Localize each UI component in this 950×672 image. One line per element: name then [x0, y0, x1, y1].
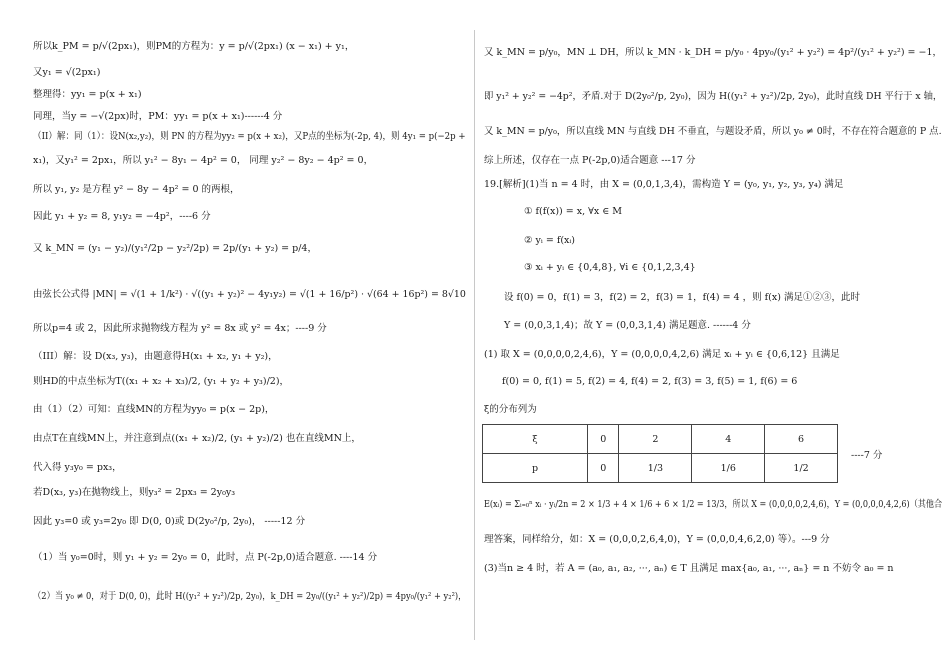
- table-cell: 2: [619, 425, 692, 454]
- table-cell: 1/2: [765, 454, 838, 483]
- text-line: x₁)，又y₁² = 2px₁，所以 y₁² − 8y₁ − 4p² = 0， 同理 y₂² − 8y₂ − 4p² = 0，: [33, 155, 374, 166]
- table-cell: 0: [588, 454, 619, 483]
- condition-item: ① f(f(x)) = x, ∀x ∈ M: [524, 206, 623, 217]
- column-divider: [474, 30, 475, 640]
- text-line: 又y₁ = √(2px₁): [33, 67, 101, 78]
- table-cell: 0: [588, 425, 619, 454]
- text-line: (3)当n ≥ 4 时，若 A = (a₀, a₁, a₂, ···, aₙ) ∈ T 且满足 max{a₀, a₁, ···, aₙ} = n 不妨令 a₀ = n: [484, 563, 894, 574]
- text-line: （II）解：同（1）：设N(x₂,y₂)，则 PN 的方程为yy₂ = p(x + x₂)，又P点的坐标为(-2p, 4)，则 4y₁ = p(−2p +: [33, 131, 466, 142]
- table-cell: ξ: [483, 425, 588, 454]
- text-line: ξ的分布列为: [484, 404, 537, 415]
- table-cell: 4: [692, 425, 765, 454]
- distribution-table: [482, 424, 838, 483]
- text-line: 综上所述，仅存在一点 P(-2p,0)适合题意 ---17 分: [484, 155, 696, 166]
- text-line: 又 k_MN = (y₁ − y₂)/(y₁²/2p − y₂²/2p) = 2p/(y₁ + y₂) = p/4，: [33, 243, 317, 254]
- condition-item: ② yᵢ = f(xᵢ): [524, 235, 576, 246]
- text-line: 代入得 y₃y₀ = px₃，: [33, 462, 122, 473]
- condition-item: ③ xᵢ + yᵢ ∈ {0,4,8}, ∀i ∈ {0,1,2,3,4}: [524, 262, 696, 273]
- table-cell: 1/3: [619, 454, 692, 483]
- text-line: 理答案，同样给分，如：X = (0,0,0,2,6,4,0)，Y = (0,0,0,4,6,2,0) 等）。---9 分: [484, 534, 830, 545]
- table-row: [483, 454, 838, 483]
- score-note: ----7 分: [851, 450, 883, 461]
- text-line: 则HD的中点坐标为T((x₁ + x₂ + x₃)/2, (y₁ + y₂ + y₃)/2)，: [33, 376, 290, 387]
- text-line: （2）当 y₀ ≠ 0，对于 D(0, 0)，此时 H((y₁² + y₂²)/2p, 2y₀)，k_DH = 2y₀/((y₁² + y₂²)/2p) = 4py₀/(y₁² + y₂²)，: [33, 591, 467, 602]
- text-line: 同理，当y = −√(2px)时，PM：yy₁ = p(x + x₁)------4 分: [33, 111, 283, 122]
- text-line: 所以p=4 或 2，因此所求抛物线方程为 y² = 8x 或 y² = 4x；----9 分: [33, 323, 327, 334]
- text-line: 由（1）（2）可知：直线MN的方程为yy₀ = p(x − 2p)，: [33, 404, 275, 415]
- text-line: 所以 y₁, y₂ 是方程 y² − 8y − 4p² = 0 的两根，: [33, 184, 240, 195]
- text-line: 即 y₁² + y₂² = −4p²，矛盾.对于 D(2y₀²/p, 2y₀)，因为 H((y₁² + y₂²)/2p, 2y₀)，此时直线 DH 平行于 x 轴，: [484, 91, 943, 102]
- table-cell: 1/6: [692, 454, 765, 483]
- text-line: Y = (0,0,3,1,4)；故 Y = (0,0,3,1,4) 满足题意. ------4 分: [504, 320, 751, 331]
- text-line: 整理得：yy₁ = p(x + x₁): [33, 89, 142, 100]
- text-line: (1) 取 X = (0,0,0,0,2,4,6)，Y = (0,0,0,0,4,2,6) 满足 xᵢ + yᵢ ∈ {0,6,12} 且满足: [484, 349, 840, 360]
- text-line: 19.[解析](1)当 n = 4 时，由 X = (0,0,1,3,4)，需构造 Y = (y₀, y₁, y₂, y₃, y₄) 满足: [484, 179, 844, 190]
- table-cell: 6: [765, 425, 838, 454]
- text-line: （III）解：设 D(x₃, y₃)，由题意得H(x₁ + x₂, y₁ + y₂)，: [33, 351, 278, 362]
- text-line: E(xᵢ) = Σᵢ₌₀ⁿ xᵢ · yᵢ/2n = 2 × 1/3 + 4 × 1/6 + 6 × 1/2 = 13/3，所以 X = (0,0,0,0,2,4,6)，Y = (0,0,0,0,4,2,6)（其他合: [484, 499, 943, 510]
- text-line: f(0) = 0, f(1) = 5, f(2) = 4, f(4) = 2, f(3) = 3, f(5) = 1, f(6) = 6: [502, 376, 798, 387]
- text-line: 由点T在直线MN上，并注意到点((x₁ + x₂)/2, (y₁ + y₂)/2) 也在直线MN上，: [33, 433, 361, 444]
- table-header-row: [483, 425, 838, 454]
- text-line: 所以k_PM = p/√(2px₁)，则PM的方程为：y = p/√(2px₁) (x − x₁) + y₁，: [33, 41, 355, 52]
- text-line: 由弦长公式得 |MN| = √(1 + 1/k²) · √((y₁ + y₂)² − 4y₁y₂) = √(1 + 16/p²) · √(64 + 16p²) = 8√10: [33, 289, 466, 300]
- text-line: 因此 y₁ + y₂ = 8, y₁y₂ = −4p²，----6 分: [33, 211, 211, 222]
- text-line: 设 f(0) = 0，f(1) = 3，f(2) = 2，f(3) = 1，f(4) = 4 ，则 f(x) 满足①②③，此时: [504, 292, 860, 303]
- text-line: 若D(x₃, y₃)在抛物线上，则y₃² = 2px₃ = 2y₀y₃: [33, 487, 236, 498]
- table-cell: p: [483, 454, 588, 483]
- text-line: （1）当 y₀=0时，则 y₁ + y₂ = 2y₀ = 0，此时，点 P(-2p,0)适合题意. ----14 分: [33, 552, 378, 563]
- text-line: 因此 y₃=0 或 y₃=2y₀ 即 D(0, 0)或 D(2y₀²/p, 2y₀)， -----12 分: [33, 516, 306, 527]
- text-line: 又 k_MN = p/y₀，MN ⊥ DH，所以 k_MN · k_DH = p/y₀ · 4py₀/(y₁² + y₂²) = 4p²/(y₁² + y₂²) = −1，: [484, 47, 942, 58]
- text-line: 又 k_MN = p/y₀，所以直线 MN 与直线 DH 不垂直，与题设矛盾，所以 y₀ ≠ 0时，不存在符合题意的 P 点.: [484, 126, 942, 137]
